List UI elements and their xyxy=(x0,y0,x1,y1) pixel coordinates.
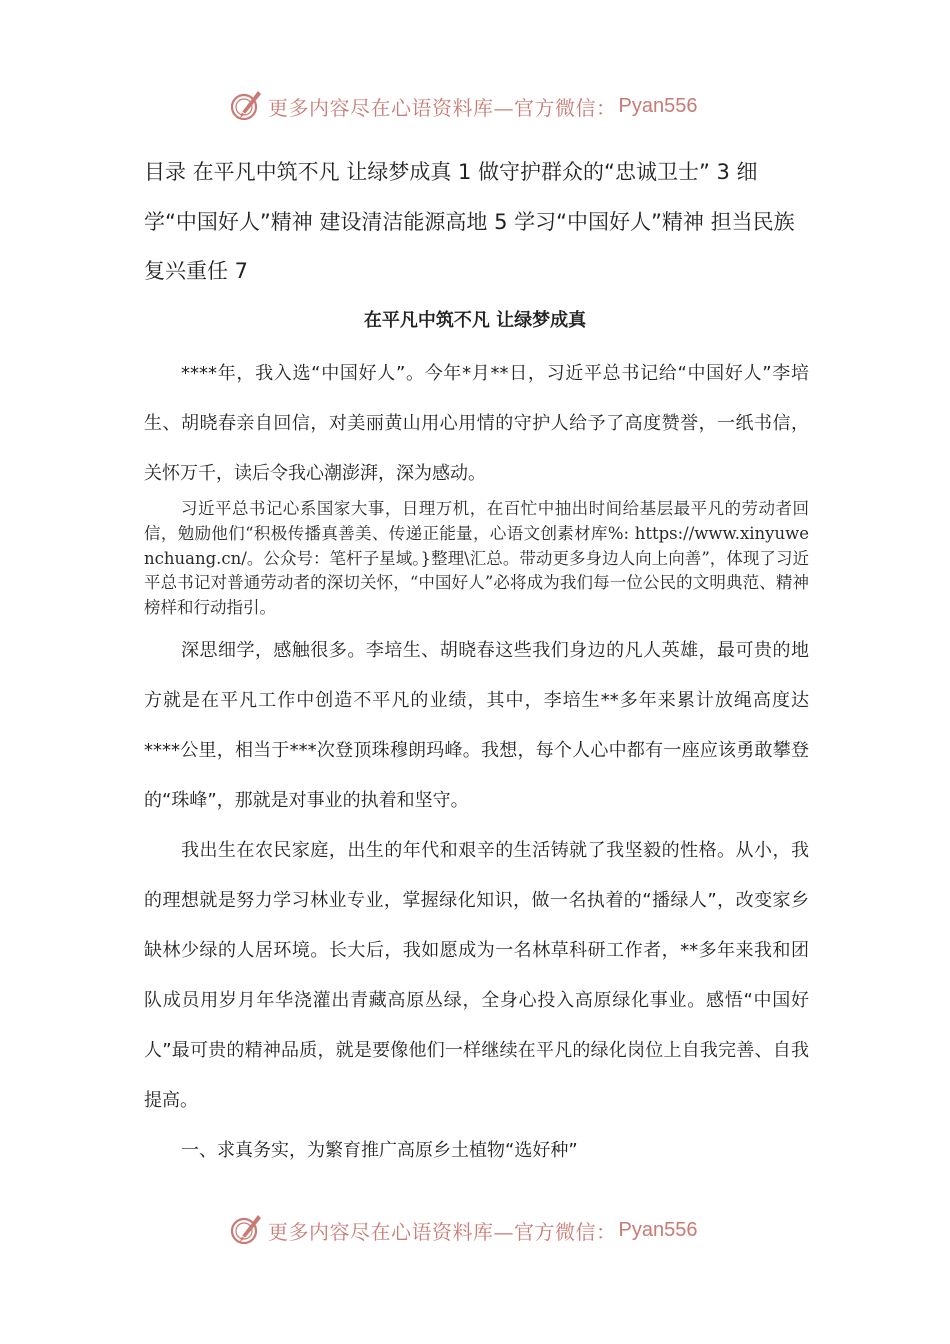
article-title: 在平凡中筑不凡 让绿梦成真 xyxy=(363,310,587,331)
wechat-id: Pyan556 xyxy=(618,94,698,117)
paragraph: ****年，我入选“中国好人”。今年*月**日，习近平总书记给“中国好人”李培生、胡晓春亲自回信，对美丽黄山用心用情的守护人给予了高度赞誉，一纸书信，关怀万千，读后令我心潮澎湃，深为感动。 xyxy=(144,363,809,484)
paragraph: 我出生在农民家庭，出生的年代和艰辛的生活铸就了我坚毅的性格。从小，我的理想就是努力学习林业专业，掌握绿化知识，做一名执着的“播绿人”，改变家乡缺林少绿的人居环境。长大后，我如愿成为一名林草科研工作者，**多年来我和团队成员用岁月年华浇灌出青藏高原丛绿，全身心投入高原绿化事业。感悟“中国好人”最可贵的精神品质，就是要像他们一样继续在平凡的绿化岗位上自我完善、自我提高。 xyxy=(144,840,809,1111)
table-of-contents: 目录 在平凡中筑不凡 让绿梦成真 1 做守护群众的“忠诚卫士” 3 细学“中国好人”精神 建设清洁能源高地 5 学习“中国好人”精神 担当民族复兴重任 7 xyxy=(144,160,795,283)
header-banner xyxy=(228,86,748,126)
quill-logo-icon xyxy=(228,88,264,124)
footer-banner xyxy=(228,1210,748,1250)
paragraph: 深思细学，感触很多。李培生、胡晓春这些我们身边的凡人英雄，最可贵的地方就是在平凡工作中创造不平凡的业绩，其中，李培生**多年来累计放绳高度达****公里，相当于***次登顶珠穆朗玛峰。我想，每个人心中都有一座应该勇敢攀登的“珠峰”，那就是对事业的执着和坚守。 xyxy=(144,640,809,811)
banner-text: 更多内容尽在心语资料库—官方微信： xyxy=(268,95,617,120)
quill-logo-icon xyxy=(228,1212,264,1248)
wechat-id: Pyan556 xyxy=(618,1218,698,1241)
section-heading: 一、求真务实，为繁育推广高原乡土植物“选好种” xyxy=(181,1140,578,1161)
banner-text: 更多内容尽在心语资料库—官方微信： xyxy=(268,1219,617,1244)
paragraph: 习近平总书记心系国家大事，日理万机，在百忙中抽出时间给基层最平凡的劳动者回信，勉励他们“积极传播真善美、传递正能量，心语文创素材库%: https://www.xinyuwenchuang.cn/。公众号：笔杆子星域。}整理\汇总。带动更多身边人向上向善”，体现了习近平总书记对普通劳动者的深切关怀，“中国好人”必将成为我们每一位公民的文明典范、精神榜样和行动指引。 xyxy=(144,499,809,618)
